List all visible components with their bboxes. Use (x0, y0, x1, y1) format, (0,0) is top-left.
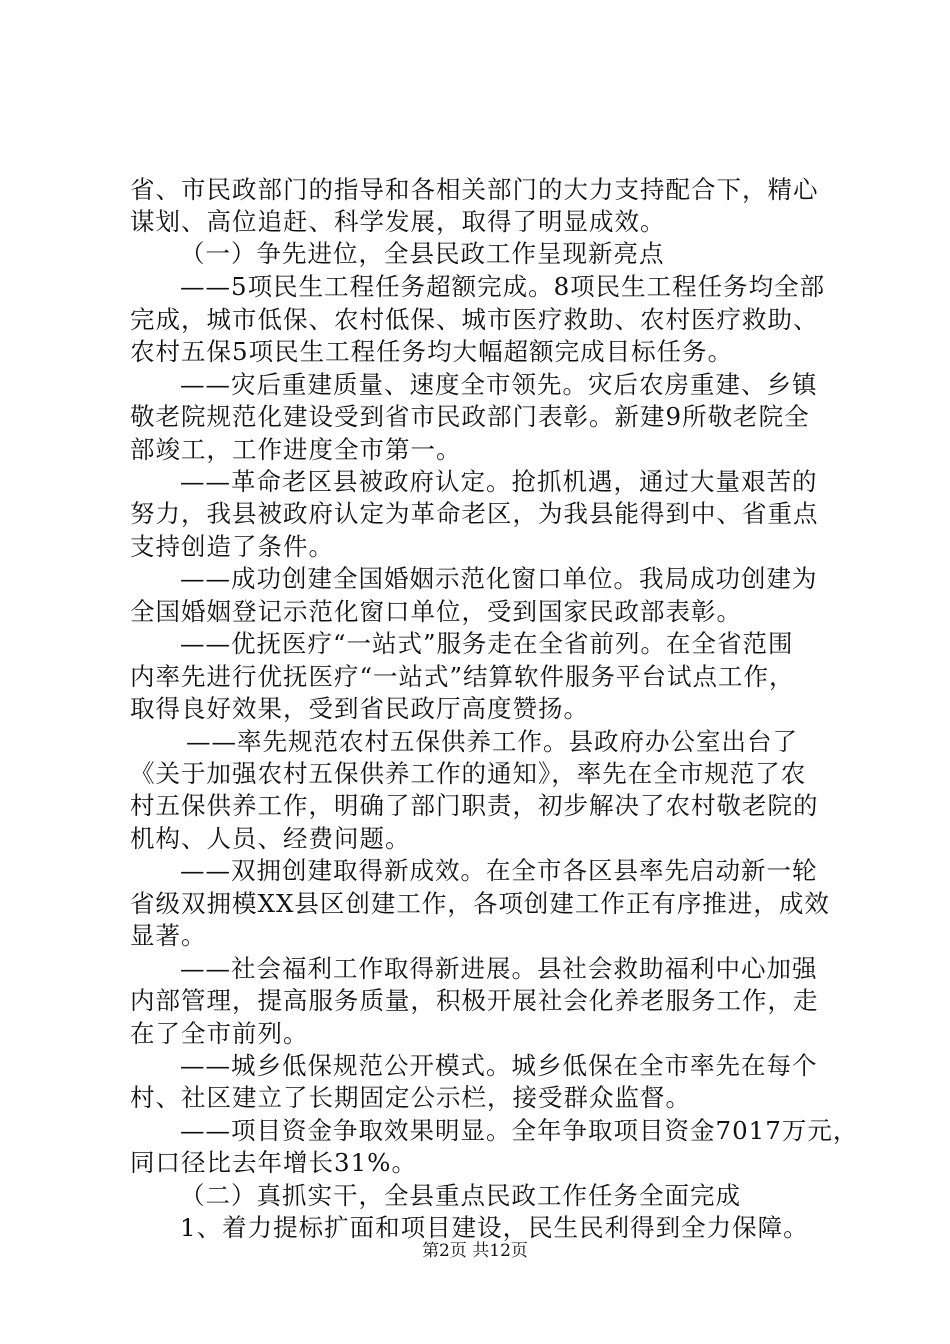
text-line: 在了全市前列。 (130, 1019, 309, 1048)
text-line: 村、社区建立了长期固定公示栏，接受群众监督。 (130, 1083, 691, 1112)
text-line: 村五保供养工作，明确了部门职责，初步解决了农村敬老院的 (130, 791, 819, 820)
text-line: 机构、人员、经费问题。 (130, 824, 411, 853)
text-line: ——灾后重建质量、速度全市领先。灾后农房重建、乡镇 (180, 370, 818, 399)
text-line: ——社会福利工作取得新进展。县社会救助福利中心加强 (180, 954, 818, 983)
text-line: 1、着力提标扩面和项目建设，民生民利得到全力保障。 (180, 1213, 809, 1242)
section-heading: （一）争先进位，全县民政工作呈现新亮点 (180, 239, 665, 268)
text-line: ——项目资金争取效果明显。全年争取项目资金7017万元， (180, 1116, 859, 1145)
text-line: ——5项民生工程任务超额完成。8项民生工程任务均全部 (180, 272, 826, 301)
text-line: 努力，我县被政府认定为革命老区，为我县能得到中、省重点 (130, 499, 819, 528)
text-line: ——优抚医疗“一站式”服务走在全省前列。在全省范围 (180, 629, 794, 658)
text-line: 完成，城市低保、农村低保、城市医疗救助、农村医疗救助、 (130, 305, 819, 334)
section-heading: （二）真抓实干，全县重点民政工作任务全面完成 (180, 1181, 741, 1210)
text-line: ——成功创建全国婚姻示范化窗口单位。我局成功创建为 (180, 564, 818, 593)
text-line: 同口径比去年增长31%。 (130, 1148, 417, 1177)
text-line: 省、市民政部门的指导和各相关部门的大力支持配合下，精心 (130, 175, 819, 204)
text-line: 敬老院规范化建设受到省市民政部门表彰。新建9所敬老院全 (130, 402, 810, 431)
text-line: ——城乡低保规范公开模式。城乡低保在全市率先在每个 (180, 1051, 818, 1080)
text-line: ——率先规范农村五保供养工作。县政府办公室出台了 (186, 727, 798, 756)
text-line: 《关于加强农村五保供养工作的通知》，率先在全市规范了农 (130, 759, 807, 788)
text-line: 部竣工，工作进度全市第一。 (130, 435, 462, 464)
text-line: 内率先进行优抚医疗“一站式”结算软件服务平台试点工作， (130, 662, 795, 691)
text-line: 显著。 (130, 921, 207, 950)
text-line: ——革命老区县被政府认定。抢抓机遇，通过大量艰苦的 (180, 467, 818, 496)
text-line: 省级双拥模XX县区创建工作，各项创建工作正有序推进，成效 (130, 889, 830, 918)
text-line: 全国婚姻登记示范化窗口单位，受到国家民政部表彰。 (130, 597, 742, 626)
text-line: 农村五保5项民生工程任务均大幅超额完成目标任务。 (130, 337, 734, 366)
text-line: ——双拥创建取得新成效。在全市各区县率先启动新一轮 (180, 856, 818, 885)
text-line: 支持创造了条件。 (130, 532, 334, 561)
page-number-footer: 第2页 共12页 (422, 1241, 528, 1261)
text-line: 内部管理，提高服务质量，积极开展社会化养老服务工作，走 (130, 986, 819, 1015)
text-line: 谋划、高位追赶、科学发展，取得了明显成效。 (130, 207, 666, 236)
text-line: 取得良好效果，受到省民政厅高度赞扬。 (130, 694, 589, 723)
